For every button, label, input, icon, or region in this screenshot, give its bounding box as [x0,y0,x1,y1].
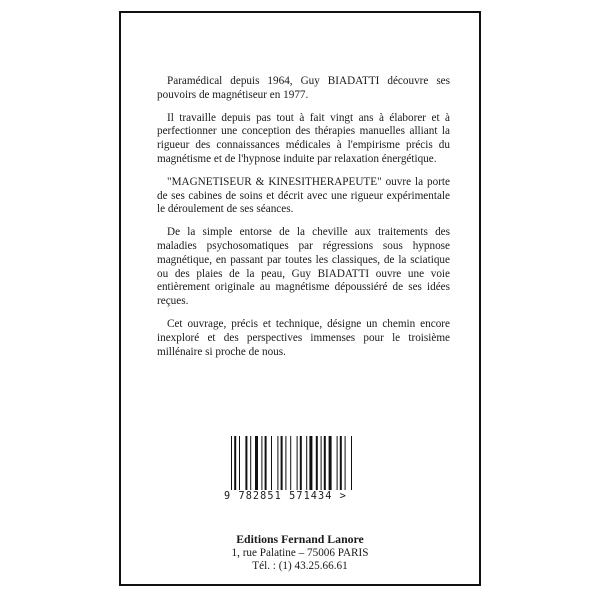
publisher-address: 1, rue Palatine – 75006 PARIS [231,546,369,559]
barcode-number: 9 782851 571434 > [224,491,347,502]
blurb-paragraph-2: Il travaille depuis pas tout à fait vingt ans à élaborer et à perfectionner une conception des thérapies manuelles alliant la rigueur des connaissances médicales à l'empirisme précis du magnétisme et de l'hypnose induite par relaxation énergétique. [157,111,450,165]
blurb-paragraph-4: De la simple entorse de la cheville aux traitements des maladies psychosomatiques par régressions sous hypnose magnétique, en passant par toutes les classiques, de la sciatique ou des plaies de la peau, Guy BIADATTI ouvre une voie entièrement originale au magnétisme dépoussiéré de ses idées reçues. [157,226,450,308]
barcode [224,436,381,502]
publisher-name: Editions Fernand Lanore [236,532,364,546]
blurb-text [157,75,450,368]
blurb-paragraph-3: "MAGNETISEUR & KINESITHERAPEUTE" ouvre la porte de ses cabines de soins et décrit avec une rigueur expérimentale le déroulement de ses séances. [157,175,450,216]
publisher-phone: Tél. : (1) 43.25.66.61 [252,560,348,572]
blurb-paragraph-1: Paramédical depuis 1964, Guy BIADATTI découvre ses pouvoirs de magnétiseur en 1977. [157,75,450,101]
barcode-bars [231,436,376,490]
publisher-block [121,533,479,574]
blurb-paragraph-5: Cet ouvrage, précis et technique, désigne un chemin encore inexploré et des perspectives immenses pour le troisième millénaire si proche de nous. [157,317,450,358]
back-cover [119,11,481,586]
